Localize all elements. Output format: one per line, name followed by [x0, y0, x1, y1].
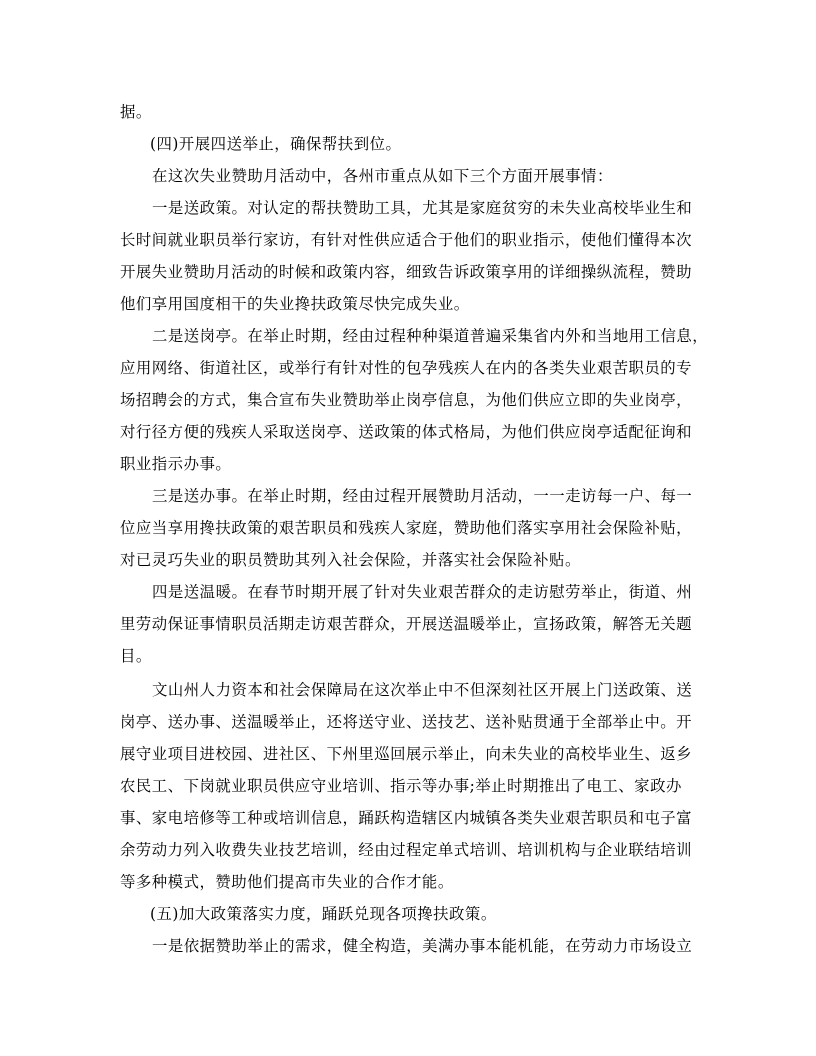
paragraph-line: 里劳动保证事情职员活期走访艰苦群众，开展送温暖举止，宣扬政策，解答无关题	[120, 615, 693, 633]
section-heading: (四)开展四送举止，确保帮扶到位。	[150, 135, 402, 153]
paragraph-line: 一是依据赞助举止的需求，健全构造，美满办事本能机能，在劳动力市场设立	[152, 937, 693, 955]
paragraph-line: 据。	[120, 103, 152, 121]
paragraph-line: 他们享用国度相干的失业搀扶政策尽快完成失业。	[120, 295, 470, 313]
paragraph-line: 对行径方便的残疾人采取送岗亭、送政策的体式格局，为他们供应岗亭适配征询和	[120, 423, 693, 441]
paragraph-line: 文山州人力资本和社会保障局在这次举止中不但深刻社区开展上门送政策、送	[152, 681, 693, 699]
paragraph-line: 对已灵巧失业的职员赞助其列入社会保险，并落实社会保险补贴。	[120, 551, 581, 569]
paragraph-line: 展守业项目进校园、进社区、下州里巡回展示举止，向未失业的高校毕业生、返乡	[120, 745, 693, 763]
paragraph-line: 在这次失业赞助月活动中，各州市重点从如下三个方面开展事情：	[152, 167, 613, 185]
paragraph-line: 开展失业赞助月活动的时候和政策内容，细致告诉政策享用的详细操纵流程，赞助	[120, 263, 693, 281]
paragraph-line: 目。	[120, 647, 152, 665]
paragraph-line: 二是送岗亭。在举止时期，经由过程种种渠道普遍采集省内外和当地用工信息，	[152, 327, 709, 345]
section-heading: (五)加大政策落实力度，踊跃兑现各项搀扶政策。	[150, 905, 497, 923]
paragraph-line: 事、家电培修等工种或培训信息，踊跃构造辖区内城镇各类失业艰苦职员和屯子富	[120, 809, 693, 827]
paragraph-line: 农民工、下岗就业职员供应守业培训、指示等办事;举止时期推出了电工、家政办	[120, 777, 682, 795]
paragraph-line: 长时间就业职员举行家访，有针对性供应适合于他们的职业指示，使他们懂得本次	[120, 231, 693, 249]
paragraph-line: 位应当享用搀扶政策的艰苦职员和残疾人家庭，赞助他们落实享用社会保险补贴，	[120, 519, 693, 537]
paragraph-line: 场招聘会的方式，集合宣布失业赞助举止岗亭信息，为他们供应立即的失业岗亭，	[120, 391, 693, 409]
paragraph-line: 余劳动力列入收费失业技艺培训，经由过程定单式培训、培训机构与企业联结培训	[120, 841, 693, 859]
paragraph-line: 四是送温暖。在春节时期开展了针对失业艰苦群众的走访慰劳举止，街道、州	[152, 583, 693, 601]
paragraph-line: 三是送办事。在举止时期，经由过程开展赞助月活动，一一走访每一户、每一	[152, 487, 693, 505]
paragraph-line: 岗亭、送办事、送温暖举止，还将送守业、送技艺、送补贴贯通于全部举止中。开	[120, 713, 693, 731]
paragraph-line: 职业指示办事。	[120, 455, 232, 473]
paragraph-line: 应用网络、街道社区，或举行有针对性的包孕残疾人在内的各类失业艰苦职员的专	[120, 359, 693, 377]
paragraph-line: 等多种模式，赞助他们提高市失业的合作才能。	[120, 873, 454, 891]
paragraph-line: 一是送政策。对认定的帮扶赞助工具，尤其是家庭贫穷的未失业高校毕业生和	[152, 199, 693, 217]
